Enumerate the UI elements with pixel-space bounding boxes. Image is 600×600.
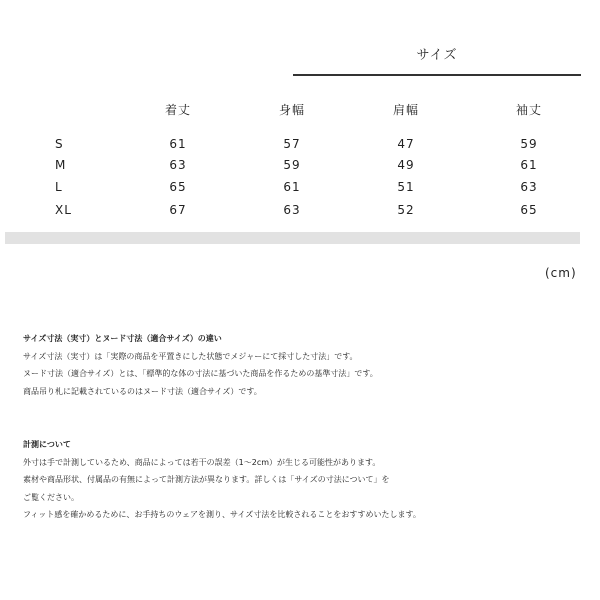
section-title: サイズ寸法（実寸）とヌード寸法（適合サイズ）の違い <box>23 334 222 343</box>
note-line: サイズ寸法（実寸）は「実際の商品を平置きにした状態でメジャーにて採寸した寸法」です。 <box>23 351 358 361</box>
size-label-xl: XL <box>55 203 72 217</box>
column-header-chest-width: 身幅 <box>278 103 305 117</box>
table-cell: 59 <box>283 158 301 172</box>
table-cell: 52 <box>397 203 415 217</box>
table-cell: 61 <box>169 137 187 151</box>
unit-label: (cm) <box>545 266 577 280</box>
note-line: 外寸は手で計測しているため、商品によっては若干の誤差（1～2cm）が生じる可能性があります。 <box>23 457 381 467</box>
table-cell: 65 <box>169 180 187 194</box>
note-line: フィット感を確かめるために、お手持ちのウェアを測り、サイズ寸法を比較されることをおすすめいたします。 <box>23 510 421 519</box>
note-line: 商品吊り札に記載されているのはヌード寸法（適合サイズ）です。 <box>23 386 262 396</box>
column-header-sleeve-length: 袖丈 <box>515 103 542 117</box>
note-line: ヌード寸法（適合サイズ）とは、「標準的な体の寸法に基づいた商品を作るための基準寸法」です。 <box>23 369 378 378</box>
column-header-length: 着丈 <box>164 103 191 117</box>
measurement-notes <box>23 436 593 524</box>
size-heading: サイズ <box>416 48 458 63</box>
size-label-l: L <box>55 180 63 194</box>
table-cell: 63 <box>283 203 301 217</box>
table-cell: 63 <box>520 180 538 194</box>
table-cell: 63 <box>169 158 187 172</box>
table-cell: 59 <box>520 137 538 151</box>
section-title: 計測について <box>23 440 71 449</box>
table-cell: 51 <box>397 180 415 194</box>
size-difference-notes <box>23 330 593 400</box>
heading-divider <box>293 74 581 76</box>
table-cell: 65 <box>520 203 538 217</box>
table-bottom-band <box>5 232 580 244</box>
size-label-m: M <box>55 158 67 172</box>
table-cell: 67 <box>169 203 187 217</box>
table-cell: 57 <box>283 137 301 151</box>
note-line: ご覧ください。 <box>23 492 79 502</box>
table-cell: 61 <box>283 180 301 194</box>
column-header-shoulder-width: 肩幅 <box>392 103 419 117</box>
table-cell: 49 <box>397 158 415 172</box>
table-cell: 47 <box>397 137 415 151</box>
size-label-s: S <box>55 137 64 151</box>
table-cell: 61 <box>520 158 538 172</box>
note-line: 素材や商品形状、付属品の有無によって計測方法が異なります。詳しくは「サイズの寸法について」を <box>23 475 390 484</box>
